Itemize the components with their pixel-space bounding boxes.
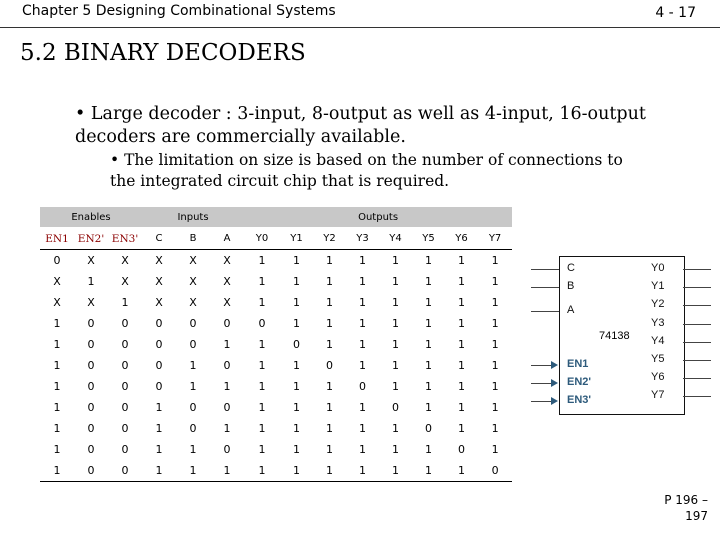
table-cell: 1	[392, 296, 400, 309]
column-header: A	[210, 228, 244, 250]
table-row	[40, 376, 512, 397]
enable-arrow-icon	[551, 361, 558, 369]
table-row	[40, 292, 512, 313]
table-cell: 1	[359, 338, 367, 351]
table-cell: X	[121, 275, 129, 288]
table-cell: 1	[258, 422, 266, 435]
table-cell: X	[223, 275, 231, 288]
pin-lead	[531, 401, 551, 402]
main-bullet: • Large decoder : 3-input, 8-output as well as 4-input, 16-output decoders are commercially available.	[75, 104, 646, 147]
pin-lead	[683, 378, 711, 379]
table-cell: 1	[425, 275, 433, 288]
table-cell: 1	[392, 443, 400, 456]
pin-lead	[683, 269, 711, 270]
enable-arrow-icon	[551, 379, 558, 387]
chip-enable-pin: EN3'	[567, 394, 592, 406]
table-cell: 1	[392, 359, 400, 372]
table-row	[40, 334, 512, 355]
table-cell: 1	[53, 359, 61, 372]
table-cell: 1	[458, 338, 466, 351]
table-cell: 1	[293, 317, 301, 330]
table-cell: 1	[223, 422, 231, 435]
table-cell: 1	[392, 317, 400, 330]
table-cell: 0	[458, 443, 466, 456]
table-cell: 0	[87, 359, 95, 372]
table-cell: 0	[87, 380, 95, 393]
table-cell: 1	[425, 380, 433, 393]
column-header: Y2	[313, 228, 346, 250]
chip-output-pin: Y3	[651, 316, 665, 329]
table-cell: 1	[346, 460, 379, 482]
table-cell: 1	[293, 275, 301, 288]
table-cell: 1	[491, 317, 499, 330]
table-cell: 1	[359, 422, 367, 435]
pin-lead	[683, 287, 711, 288]
table-cell: 1	[280, 460, 313, 482]
pin-lead	[683, 396, 711, 397]
table-row	[40, 355, 512, 376]
table-cell: 1	[210, 460, 244, 482]
table-cell: 1	[392, 254, 400, 267]
table-row	[40, 418, 512, 439]
column-header: C	[142, 228, 176, 250]
table-cell: 0	[87, 443, 95, 456]
table-cell: 1	[223, 380, 231, 393]
table-cell: 1	[458, 317, 466, 330]
chip-part-number: 74138	[599, 330, 630, 342]
table-cell: 1	[121, 296, 129, 309]
table-cell: 1	[53, 401, 61, 414]
table-cell: 0	[53, 254, 61, 267]
table-cell: X	[189, 254, 197, 267]
table-cell: 0	[155, 317, 163, 330]
table-cell: 1	[326, 338, 334, 351]
table-cell: 0	[121, 317, 129, 330]
table-cell: 0	[155, 359, 163, 372]
table-cell: 1	[53, 317, 61, 330]
table-cell: X	[155, 275, 163, 288]
column-header: Y0	[244, 228, 280, 250]
table-cell: 0	[223, 443, 231, 456]
column-header: Y7	[478, 228, 512, 250]
table-cell: 1	[258, 401, 266, 414]
table-cell: X	[155, 254, 163, 267]
table-cell: 1	[326, 443, 334, 456]
table-cell: 1	[425, 443, 433, 456]
column-header: Y1	[280, 228, 313, 250]
column-header: Y6	[445, 228, 478, 250]
pin-lead	[531, 311, 559, 312]
table-cell: 1	[491, 275, 499, 288]
table-cell: 1	[491, 254, 499, 267]
table-cell: 1	[142, 460, 176, 482]
table-cell: X	[189, 296, 197, 309]
table-cell: 0	[189, 338, 197, 351]
table-cell: 1	[326, 380, 334, 393]
table-cell: 1	[491, 443, 499, 456]
table-cell: 0	[87, 317, 95, 330]
table-cell: 1	[392, 422, 400, 435]
outputs-group-label: Outputs	[244, 207, 512, 228]
table-cell: 1	[458, 422, 466, 435]
table-cell: 0	[121, 380, 129, 393]
page-reference-line2: 197	[685, 509, 708, 523]
table-cell: 1	[326, 422, 334, 435]
table-cell: 1	[293, 296, 301, 309]
column-header: EN2'	[74, 228, 108, 250]
pin-lead	[683, 342, 711, 343]
table-cell: 0	[359, 380, 367, 393]
chapter-header: Chapter 5 Designing Combinational Systems	[22, 3, 336, 19]
table-cell: 0	[121, 401, 129, 414]
table-cell: 1	[258, 296, 266, 309]
column-header: Y5	[412, 228, 445, 250]
slide-number: 4 - 17	[655, 5, 696, 21]
chip-output-pin: Y2	[651, 298, 665, 311]
table-cell: 1	[293, 401, 301, 414]
table-cell: 1	[326, 317, 334, 330]
table-cell: 1	[458, 380, 466, 393]
table-cell: 0	[87, 338, 95, 351]
table-cell: 1	[425, 338, 433, 351]
group-header-row	[40, 207, 512, 228]
table-cell: 0	[87, 422, 95, 435]
table-cell: 1	[491, 380, 499, 393]
table-cell: 1	[425, 401, 433, 414]
table-cell: X	[223, 254, 231, 267]
table-cell: 0	[478, 460, 512, 482]
table-cell: 0	[121, 338, 129, 351]
pin-lead	[683, 305, 711, 306]
table-cell: 1	[458, 359, 466, 372]
column-header: Y4	[379, 228, 412, 250]
table-cell: 1	[425, 296, 433, 309]
page-reference-line1: P 196 –	[664, 493, 708, 507]
table-cell: 1	[87, 275, 95, 288]
table-cell: 0	[189, 317, 197, 330]
chip-output-pin: Y7	[651, 389, 665, 402]
table-row	[40, 397, 512, 418]
table-cell: 1	[293, 359, 301, 372]
table-cell: 1	[359, 401, 367, 414]
table-cell: 0	[189, 422, 197, 435]
column-header-row	[40, 228, 512, 250]
chip-enable-pin: EN2'	[567, 376, 592, 388]
table-cell: 0	[258, 317, 266, 330]
table-cell: 1	[293, 380, 301, 393]
table-cell: 1	[392, 380, 400, 393]
chip-output-pin: Y5	[651, 353, 665, 365]
table-cell: 0	[425, 422, 433, 435]
table-cell: 1	[458, 401, 466, 414]
column-header: EN3'	[108, 228, 142, 250]
table-cell: 1	[258, 443, 266, 456]
sub-bullet: • The limitation on size is based on the number of connections to the integrated circuit chip that is required.	[110, 151, 623, 190]
table-cell: 1	[359, 443, 367, 456]
table-cell: 1	[258, 275, 266, 288]
table-cell: X	[53, 296, 61, 309]
pin-lead	[531, 269, 559, 270]
table-cell: 1	[359, 254, 367, 267]
table-cell: 1	[176, 460, 210, 482]
table-cell: 0	[189, 401, 197, 414]
table-cell: 1	[326, 401, 334, 414]
table-cell: 1	[491, 338, 499, 351]
table-cell: 1	[258, 338, 266, 351]
table-cell: 0	[108, 460, 142, 482]
chip-output-pin: Y6	[651, 371, 665, 384]
table-row	[40, 313, 512, 334]
table-cell: X	[223, 296, 231, 309]
table-cell: 1	[458, 254, 466, 267]
table-cell: 1	[293, 422, 301, 435]
table-cell: 0	[121, 359, 129, 372]
table-cell: 0	[223, 401, 231, 414]
table-cell: 0	[293, 338, 301, 351]
table-cell: X	[121, 254, 129, 267]
table-cell: 1	[359, 317, 367, 330]
table-cell: 1	[223, 338, 231, 351]
table-cell: 1	[155, 443, 163, 456]
table-cell: 1	[53, 443, 61, 456]
table-cell: 1	[155, 422, 163, 435]
table-cell: 1	[258, 254, 266, 267]
chip-enable-pin: EN1	[567, 358, 589, 370]
header-divider	[0, 27, 720, 28]
table-cell: X	[155, 296, 163, 309]
pin-lead	[683, 324, 711, 325]
table-cell: 1	[491, 422, 499, 435]
table-cell: 1	[326, 275, 334, 288]
table-cell: X	[53, 275, 61, 288]
slide-title: 5.2 BINARY DECODERS	[20, 40, 306, 66]
column-header: EN1	[40, 228, 74, 250]
chip-input-pin: A	[567, 304, 575, 316]
table-row	[40, 460, 512, 482]
table-cell: 0	[392, 401, 400, 414]
chip-output-pin: Y4	[651, 334, 665, 347]
chip-input-pin: B	[567, 280, 575, 292]
pin-lead	[683, 360, 711, 361]
table-cell: 1	[53, 380, 61, 393]
table-cell: 1	[491, 359, 499, 372]
table-cell: 1	[53, 422, 61, 435]
table-cell: 0	[121, 422, 129, 435]
chip-input-pin: C	[567, 262, 575, 274]
table-cell: 1	[458, 275, 466, 288]
table-cell: 1	[258, 380, 266, 393]
table-cell: 1	[189, 443, 197, 456]
chip-output-pin: Y0	[651, 262, 665, 274]
table-cell: 0	[326, 359, 334, 372]
table-cell: 1	[40, 460, 74, 482]
table-cell: 1	[293, 254, 301, 267]
table-cell: 0	[155, 338, 163, 351]
table-cell: 0	[87, 401, 95, 414]
table-cell: 1	[326, 254, 334, 267]
table-cell: 0	[121, 443, 129, 456]
table-cell: 1	[412, 460, 445, 482]
table-cell: 1	[445, 460, 478, 482]
pin-lead	[531, 383, 551, 384]
table-cell: 1	[189, 359, 197, 372]
table-cell: 0	[155, 380, 163, 393]
table-cell: 1	[258, 359, 266, 372]
chip-output-pin: Y1	[651, 280, 665, 293]
table-cell: 1	[379, 460, 412, 482]
table-cell: 1	[491, 401, 499, 414]
table-row	[40, 271, 512, 292]
decoder-truth-table	[40, 207, 508, 482]
table-cell: 1	[244, 460, 280, 482]
table-row	[40, 250, 512, 272]
table-cell: 1	[425, 317, 433, 330]
table-cell: 1	[392, 275, 400, 288]
table-cell: 1	[293, 443, 301, 456]
table-cell: 1	[189, 380, 197, 393]
table-cell: X	[189, 275, 197, 288]
pin-lead	[531, 287, 559, 288]
table-cell: 0	[223, 317, 231, 330]
table-cell: 0	[223, 359, 231, 372]
pin-lead	[531, 365, 551, 366]
table-cell: X	[87, 254, 95, 267]
table-cell: 1	[392, 338, 400, 351]
table-row	[40, 439, 512, 460]
enables-group-label: Enables	[40, 207, 142, 228]
column-header: Y3	[346, 228, 379, 250]
table-cell: 1	[155, 401, 163, 414]
table-cell: 1	[53, 338, 61, 351]
table-cell: 1	[359, 359, 367, 372]
table-cell: X	[87, 296, 95, 309]
table-cell: 1	[359, 296, 367, 309]
table-cell: 1	[326, 296, 334, 309]
column-header: B	[176, 228, 210, 250]
table-cell: 1	[491, 296, 499, 309]
inputs-group-label: Inputs	[142, 207, 244, 228]
table-cell: 1	[458, 296, 466, 309]
enable-arrow-icon	[551, 397, 558, 405]
table-cell: 1	[313, 460, 346, 482]
ic-74138-symbol	[531, 248, 720, 418]
table-cell: 1	[425, 359, 433, 372]
table-cell: 0	[74, 460, 108, 482]
table-cell: 1	[359, 275, 367, 288]
page-reference	[664, 492, 708, 524]
table-cell: 1	[425, 254, 433, 267]
